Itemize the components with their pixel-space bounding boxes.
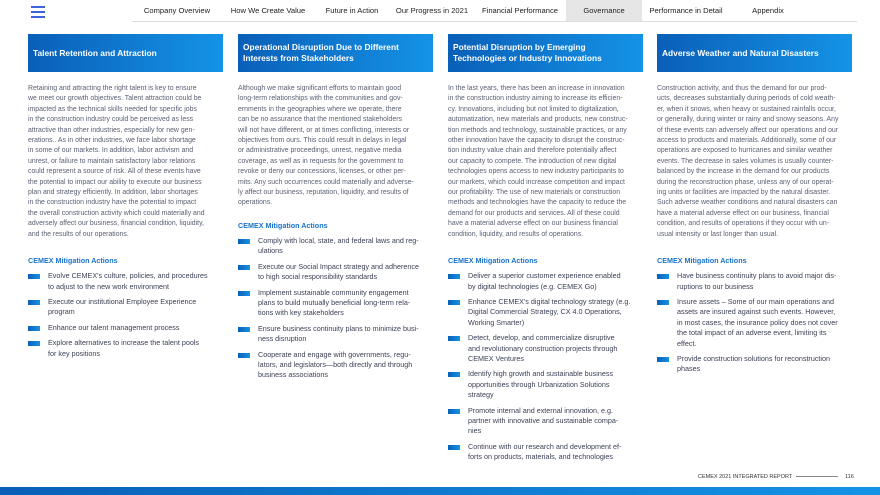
- bullet-icon: [657, 300, 669, 305]
- text-line: will not have different, or at times conflicting, interests or: [238, 126, 410, 134]
- text-line: in the construction industry aiming to increase its efficien-: [448, 95, 623, 103]
- text-line: operations are exposed to hurricanes and similar weather: [657, 147, 833, 155]
- text-line: strategy: [468, 390, 494, 400]
- text-line: our capacity to compete. The introduction of new digital: [448, 157, 617, 165]
- text-line: assets are insured against such events. However,: [677, 307, 836, 317]
- text-line: usual intensity or last longer than usual.: [657, 230, 779, 238]
- text-line: Working Smarter): [468, 317, 525, 327]
- text-line: the overall construction activity which could materially and: [28, 209, 205, 217]
- mitigation-item: [448, 442, 643, 463]
- mitigation-item: [448, 297, 643, 328]
- text-line: ly affect our business, reputation, liquidity, and results of: [238, 189, 409, 197]
- text-line: tion methods and technology, sustainable practices, or any: [448, 126, 627, 134]
- text-line: access to products and materials. Additionally, some of our: [657, 137, 837, 145]
- mitigation-item: [28, 271, 223, 292]
- nav-tab-how-we-create-value[interactable]: How We Create Value: [230, 6, 306, 15]
- text-line: tions with key stakeholders: [258, 308, 344, 318]
- risk-title-line: Talent Retention and Attraction: [33, 47, 157, 58]
- mitigation-heading: CEMEX Mitigation Actions: [657, 256, 747, 266]
- text-line: Continue with our research and development ef-: [468, 441, 622, 451]
- bullet-icon: [28, 326, 40, 331]
- mitigation-item: [657, 271, 852, 292]
- text-line: Deliver a superior customer experience enabled: [468, 271, 621, 281]
- text-line: phases: [677, 364, 701, 374]
- bullet-icon: [238, 291, 250, 296]
- text-line: attractive than other industries, especially for new gen-: [28, 126, 195, 134]
- text-line: effect.: [677, 338, 697, 348]
- risk-column: [238, 34, 433, 381]
- risk-description: [28, 84, 223, 240]
- mitigation-item: [238, 350, 433, 381]
- nav-tab-appendix[interactable]: Appendix: [752, 6, 784, 15]
- bullet-icon: [657, 357, 669, 362]
- footer-divider: [796, 476, 838, 477]
- text-line: Implement sustainable community engagement: [258, 287, 409, 297]
- nav-tab-company-overview[interactable]: Company Overview: [143, 6, 211, 15]
- text-line: program: [48, 307, 75, 317]
- text-line: ness disruption: [258, 334, 307, 344]
- text-line: ulations: [258, 246, 283, 256]
- risk-title-line: Operational Disruption Due to Different: [243, 42, 399, 52]
- mitigation-heading: CEMEX Mitigation Actions: [448, 256, 538, 266]
- text-line: forts on products, materials, and technologies: [468, 452, 614, 462]
- text-line: er, when it snows, when heavy or sustained rainfalls occur,: [657, 105, 836, 113]
- text-line: ucts, decreases substantially during periods of cold weath-: [657, 95, 836, 103]
- bullet-icon: [238, 265, 250, 270]
- text-line: the potential to impact our ability to execute our business: [28, 178, 202, 186]
- mitigation-item: [657, 354, 852, 375]
- text-line: we meet our growth objectives. Talent attraction could be: [28, 95, 202, 103]
- mitigation-heading: CEMEX Mitigation Actions: [238, 220, 328, 230]
- text-line: Although we make significant efforts to maintain good: [238, 85, 402, 92]
- text-line: Digital Commercial Strategy, CX 4.0 Operations,: [468, 307, 622, 317]
- text-line: long-term relationships with the communities and gov-: [238, 95, 403, 103]
- text-line: opportunities through Urbanization Solutions: [468, 379, 610, 389]
- top-nav: [132, 0, 857, 22]
- risk-title-line: Technologies or Industry Innovations: [453, 53, 602, 63]
- text-line: of these events can adversely affect our operations and our: [657, 126, 839, 134]
- text-line: operations.: [238, 199, 273, 207]
- text-line: adversely affect our business, financial condition, liquidity,: [28, 220, 204, 228]
- text-line: plans to build mutually beneficial long-term rela-: [258, 297, 411, 307]
- mitigation-heading: CEMEX Mitigation Actions: [28, 256, 118, 266]
- text-line: unrest, or failure to maintain satisfactory labor relations: [28, 157, 196, 165]
- text-line: in most cases, the insurance policy does not cover: [677, 317, 838, 327]
- text-line: methods and technologies have the capacity to reduce the: [448, 199, 627, 207]
- text-line: during the reconstruction phase, unless any of our operat-: [657, 178, 834, 186]
- text-line: Execute our institutional Employee Experience: [48, 296, 197, 306]
- risk-title-line: Potential Disruption by Emerging: [453, 42, 586, 52]
- text-line: Ensure business continuity plans to minimize busi-: [258, 323, 419, 333]
- mitigation-item: [238, 288, 433, 319]
- text-line: Construction activity, and thus the demand for our prod-: [657, 85, 827, 92]
- mitigation-item: [238, 324, 433, 345]
- text-line: could represent a source of risk. All of these events have: [28, 168, 201, 176]
- text-line: Promote internal and external innovation, e.g.: [468, 405, 614, 415]
- bullet-icon: [238, 327, 250, 332]
- risk-column: [657, 34, 852, 375]
- text-line: or administrative proceedings, unrest, negative media: [238, 147, 402, 155]
- page-number: 116: [845, 474, 854, 480]
- text-line: tion industry value chain and therefore potentially affect: [448, 147, 617, 155]
- text-line: Comply with local, state, and federal laws and reg-: [258, 235, 419, 245]
- nav-tab-governance[interactable]: Governance: [566, 0, 642, 21]
- text-line: plan and strategy efficiently. In addition, labor shortages: [28, 189, 198, 197]
- text-line: Explore alternatives to increase the talent pools: [48, 338, 200, 348]
- text-line: revoke or deny our concessions, licenses, or other per-: [238, 168, 406, 176]
- mitigation-item: [448, 406, 643, 437]
- mitigation-item: [28, 323, 223, 333]
- text-line: ruptions to our business: [677, 281, 754, 291]
- text-line: to adjust to the new work environment: [48, 281, 170, 291]
- text-line: Have business continuity plans to avoid major dis-: [677, 271, 837, 281]
- risk-description: [238, 84, 433, 209]
- text-line: Execute our Social Impact strategy and adherence: [258, 261, 420, 271]
- text-line: Enhance our talent management process: [48, 322, 180, 332]
- text-line: have a material adverse effect on our business financial: [448, 220, 618, 228]
- nav-tab-performance-in-detail[interactable]: Performance in Detail: [649, 6, 723, 15]
- text-line: condition, and results of operations if they occur with un-: [657, 220, 829, 228]
- text-line: Detect, develop, and commercialize disruptive: [468, 333, 615, 343]
- bullet-icon: [28, 274, 40, 279]
- bullet-icon: [448, 300, 460, 305]
- nav-tab-financial-performance[interactable]: Financial Performance: [482, 6, 558, 15]
- text-line: condition, liquidity, and results of operations.: [448, 230, 584, 238]
- text-line: to high social responsibility standards: [258, 272, 378, 282]
- text-line: ing units or facilities are impacted by the natural disaster.: [657, 189, 831, 197]
- text-line: lators, and legislators—both directly and through: [258, 359, 413, 369]
- risk-title-line: Adverse Weather and Natural Disasters: [662, 47, 819, 58]
- text-line: by digital technologies (e.g. CEMEX Go): [468, 281, 597, 291]
- text-line: CEMEX Ventures: [468, 353, 524, 363]
- text-line: in the construction industry have the potential to impact: [28, 199, 197, 207]
- mitigation-item: [238, 236, 433, 257]
- risk-column: [448, 34, 643, 463]
- nav-tab-future-in-action[interactable]: Future in Action: [325, 6, 379, 15]
- text-line: our markets, which could increase competition and impact: [448, 178, 625, 186]
- bullet-icon: [28, 300, 40, 305]
- text-line: ernments in the geographies where we operate, there: [238, 105, 402, 113]
- text-line: impacted as the technical skills needed for specific jobs: [28, 105, 197, 113]
- bullet-icon: [448, 274, 460, 279]
- text-line: partner with innovative and sustainable compa-: [468, 415, 619, 425]
- risk-column: [28, 34, 223, 359]
- text-line: and revolutionary construction projects through: [468, 343, 618, 353]
- text-line: events. The decrease in sales volumes is usually counter-: [657, 157, 834, 165]
- bullet-icon: [448, 336, 460, 341]
- menu-icon[interactable]: [31, 6, 45, 19]
- risk-description: [657, 84, 852, 240]
- text-line: Identify high growth and sustainable business: [468, 369, 614, 379]
- bullet-icon: [28, 341, 40, 346]
- text-line: automatization, new materials and products, new construc-: [448, 116, 628, 124]
- bullet-icon: [657, 274, 669, 279]
- text-line: the total impact of an adverse event, limiting its: [677, 328, 827, 338]
- text-line: in some of our markets. In addition, labor activism and: [28, 147, 194, 155]
- mitigation-item: [657, 297, 852, 349]
- risk-title: [28, 34, 223, 72]
- text-line: and the results of our operations.: [28, 230, 129, 238]
- bullet-icon: [238, 353, 250, 358]
- text-line: erations.. As in other industries, we face labor shortage: [28, 137, 196, 145]
- text-line: Cooperate and engage with governments, regu-: [258, 349, 411, 359]
- text-line: mits. Any such occurrences could materially and adverse-: [238, 178, 414, 186]
- text-line: Retaining and attracting the right talent is key to ensure: [28, 85, 197, 92]
- text-line: our profitability. The use of new materials or construction: [448, 189, 621, 197]
- text-line: technologies opens access to new industry participants to: [448, 168, 624, 176]
- risk-title-line: Interests from Stakeholders: [243, 53, 354, 63]
- text-line: balanced by the increase in the demand for our products: [657, 168, 830, 176]
- text-line: can be no assurance that the mentioned stakeholders: [238, 116, 402, 124]
- text-line: objectives from ours. This could result in delays in legal: [238, 137, 407, 145]
- text-line: Enhance CEMEX's digital technology strategy (e.g.: [468, 296, 631, 306]
- mitigation-item: [448, 333, 643, 364]
- text-line: nies: [468, 426, 482, 436]
- bullet-icon: [448, 372, 460, 377]
- text-line: Evolve CEMEX's culture, policies, and procedures: [48, 271, 208, 281]
- mitigation-item: [448, 369, 643, 400]
- text-line: Such adverse weather conditions and natural disasters can: [657, 199, 838, 207]
- risk-description: [448, 84, 643, 240]
- mitigation-item: [28, 338, 223, 359]
- text-line: In the last years, there has been an increase in innovation: [448, 85, 625, 92]
- text-line: have a material adverse effect on our business, financial: [657, 209, 829, 217]
- text-line: demand for our products and services. All of these could: [448, 209, 620, 217]
- nav-tab-our-progress-in-2021[interactable]: Our Progress in 2021: [395, 6, 469, 15]
- text-line: for key positions: [48, 348, 100, 358]
- risk-title: [448, 34, 643, 72]
- mitigation-item: [238, 262, 433, 283]
- text-line: Insure assets – Some of our main operations and: [677, 296, 835, 306]
- text-line: Provide construction solutions for reconstruction: [677, 353, 831, 363]
- footer-report-title: CEMEX 2021 INTEGRATED REPORT: [698, 474, 793, 480]
- bullet-icon: [238, 239, 250, 244]
- mitigation-item: [28, 297, 223, 318]
- risk-title: [238, 34, 433, 72]
- mitigation-item: [448, 271, 643, 292]
- bullet-icon: [448, 409, 460, 414]
- text-line: other innovation have the capacity to disrupt the construc-: [448, 137, 625, 145]
- text-line: coverage, as well as in requests for the government to: [238, 157, 404, 165]
- text-line: in the construction industry could be perceived as less: [28, 116, 194, 124]
- bullet-icon: [448, 445, 460, 450]
- text-line: cy. Innovations, including but not limited to digitalization,: [448, 105, 619, 113]
- text-line: or generally, during winter or rainy and snowy seasons. Any: [657, 116, 839, 124]
- risk-title: [657, 34, 852, 72]
- bottom-bar: [0, 487, 880, 495]
- text-line: business associations: [258, 370, 328, 380]
